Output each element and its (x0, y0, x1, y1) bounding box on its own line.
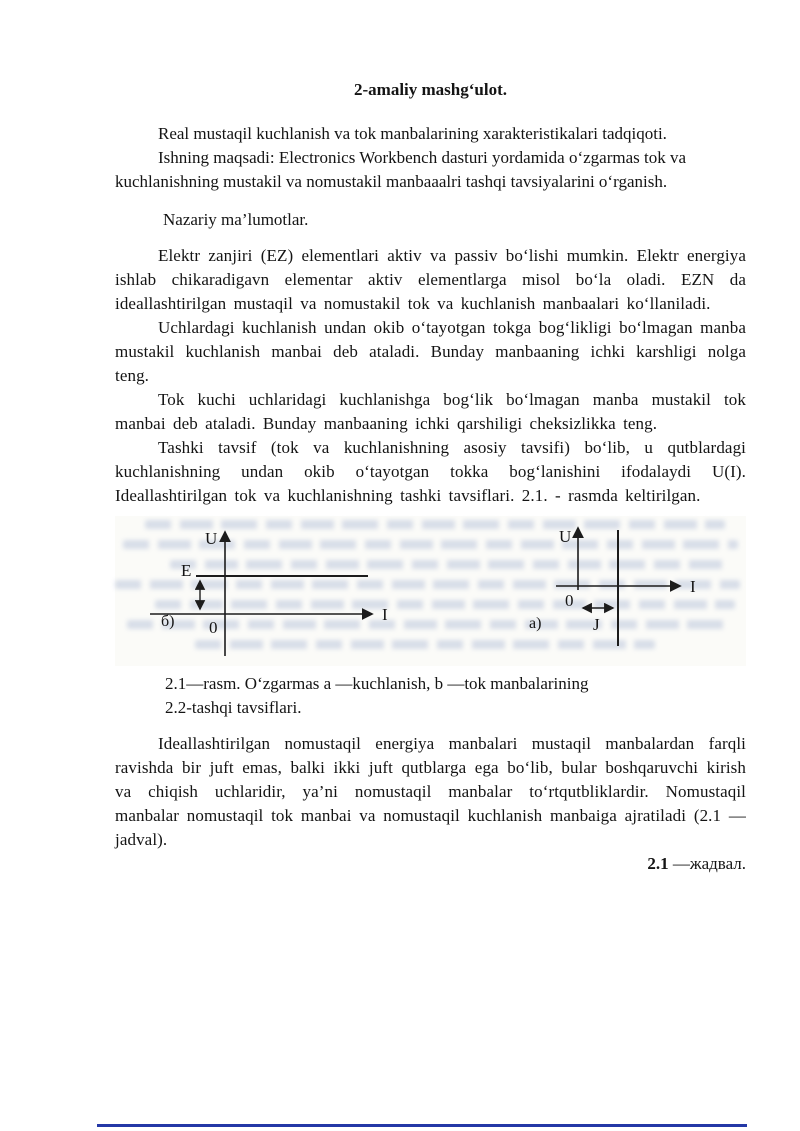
characteristics-graphs (115, 516, 746, 666)
table-reference-word: —жадвал. (668, 854, 746, 873)
paragraph-external-characteristic: Tashki tavsif (tok va kuchlanishning asosiy tavsifi) bo‘lib, u qutblardagi kuchlanishning undan okib o‘tayotgan tokka bog‘lanishini ifodalaydi U(I). Ideallashtirilgan tok va kuchlanishning tashki tavsiflari. 2.1. - rasmda keltirilgan. (115, 438, 746, 505)
figure-caption-line1: 2.1—rasm. O‘zgarmas a —kuchlanish, b —tok manbalarining (165, 674, 589, 693)
figure-2-1 (115, 516, 746, 666)
paragraph-dependent-sources: Ideallashtirilgan nomustaqil energiya manbalari mustaqil manbalardan farqli ravishda bir juft emas, balki ikki juft qutblarga ega bo‘lib, bular boshqaruvchi kirish va chiqish uchlaridir, ya’ni nomustaqil manbalar to‘rtqutbliklardir. Nomustaqil manbalar nomustaqil tok manbai va nomustaqil kuchlanish manbaiga ajratiladi (2.1 — jadval). (115, 734, 746, 849)
right-i-label: I (690, 577, 696, 596)
figure-caption-line2: 2.2-tashqi tavsiflari. (165, 698, 302, 717)
left-graph-tag: б) (161, 613, 175, 630)
table-reference (115, 852, 746, 876)
right-u-label: U (559, 527, 572, 546)
current-source-graph (529, 527, 696, 646)
paragraph-purpose: Ishning maqsadi: Electronics Workbench dasturi yordamida o‘zgarmas tok va kuchlanishning mustakil va nomustakil manbaaalri tashqi tavsiyalarini o‘rganish. (115, 148, 687, 191)
right-origin-label: 0 (565, 591, 574, 610)
right-graph-tag: a) (529, 615, 542, 632)
section-heading: Nazariy ma’lumotlar. (163, 210, 309, 229)
paragraph-voltage-source: Uchlardagi kuchlanish undan okib o‘tayotgan tokga bog‘likligi bo‘lmagan manba mustakil kuchlanish manbai deb ataladi. Bunday manbaaning ichki karshligi nolga teng. (115, 318, 746, 385)
footer-rule (97, 1124, 747, 1127)
left-e-label: E (181, 561, 192, 580)
page-title: 2-amaliy mashg‘ulot. (354, 80, 507, 99)
left-i-label: I (382, 605, 388, 624)
table-reference-number: 2.1 (647, 854, 669, 873)
right-j-label: J (593, 615, 600, 634)
paragraph-elements: Elektr zanjiri (EZ) elementlari aktiv va passiv bo‘lishi mumkin. Elektr energiya ishlab chikaradigavn elementar aktiv elementlarga misol bo‘la oladi. EZN da ideallashtirilgan mustaqil va nomustakil tok va kuchlanish manbaalari ko‘llaniladi. (115, 246, 746, 313)
voltage-source-graph (150, 529, 388, 656)
left-origin-label: 0 (209, 618, 218, 637)
left-u-label: U (205, 529, 218, 548)
paragraph-current-source: Tok kuchi uchlaridagi kuchlanishga bog‘lik bo‘lmagan manba mustakil tok manbai deb ataladi. Bunday manbaaning ichki qarshiligi cheksizlikka teng. (115, 390, 746, 433)
paragraph-intro: Real mustaqil kuchlanish va tok manbalarining xarakteristikalari tadqiqoti. (158, 124, 667, 143)
figure-caption (165, 672, 746, 720)
text-column (115, 78, 746, 876)
